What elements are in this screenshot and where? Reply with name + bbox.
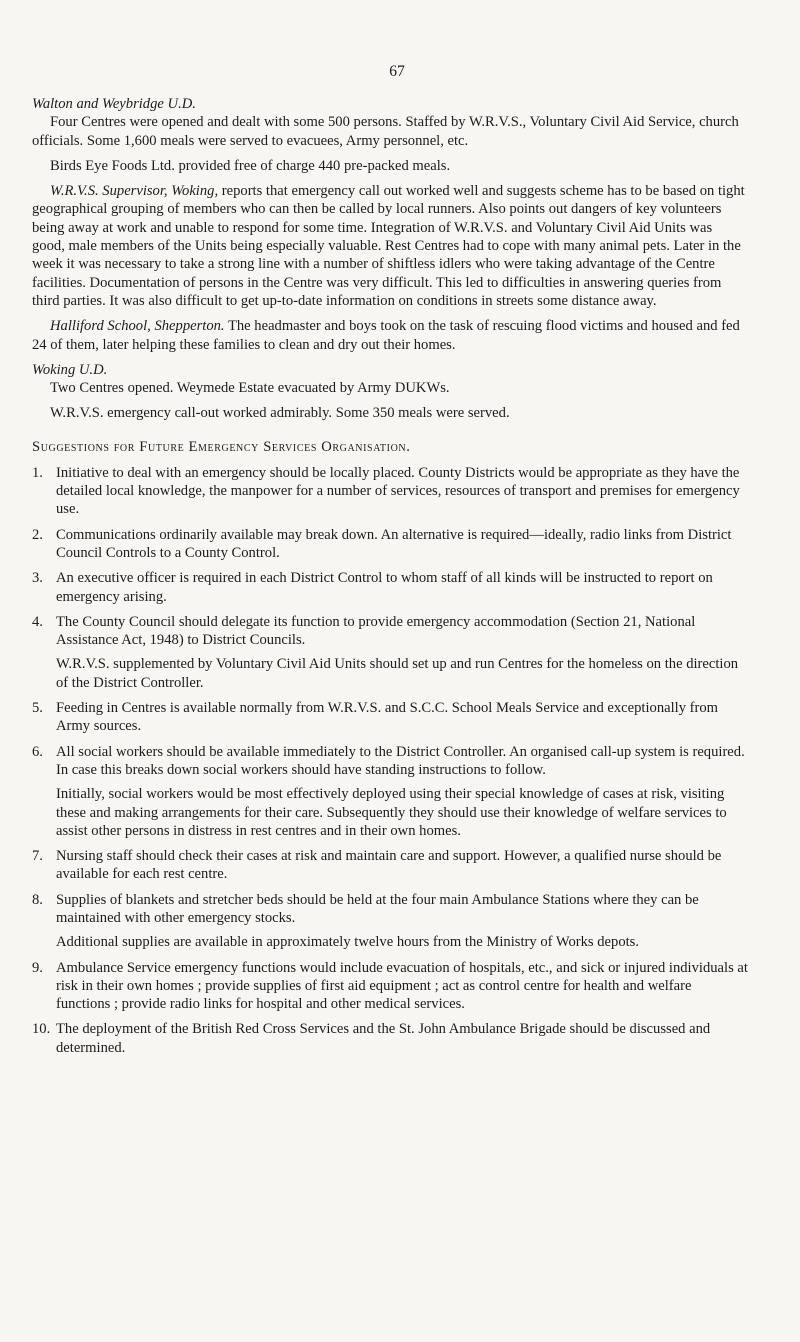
suggestion-body: [56, 891, 748, 952]
halliford-para: [32, 317, 748, 354]
suggestion-body: [56, 847, 748, 884]
suggestion-paragraph: Ambulance Service emergency functions would include evacuation of hospitals, etc., and sick or injured individuals at risk in their own homes ; provide supplies of first aid equipment ; act as control centre for health and welfare functions ; provide radio links for hospital and other medical services.: [56, 959, 748, 1013]
suggestion-paragraph: Nursing staff should check their cases at risk and maintain care and support. However, a qualified nurse should be available for each rest centre.: [56, 848, 722, 883]
suggestion-paragraph: The deployment of the British Red Cross Services and the St. John Ambulance Brigade should be discussed and determined.: [56, 1021, 711, 1056]
suggestion-body: [56, 569, 748, 606]
suggestion-body: [56, 699, 748, 736]
halliford-lead: Halliford School, Shepperton.: [50, 318, 225, 335]
suggestion-item: [32, 526, 748, 563]
suggestion-item: [32, 1020, 748, 1057]
suggestion-item: [32, 464, 748, 519]
suggestion-body: [56, 743, 748, 840]
suggestion-paragraph: Supplies of blankets and stretcher beds should be held at the four main Ambulance Stations where they can be maintained with other emergency stocks.: [56, 891, 699, 926]
suggestion-body: [56, 526, 748, 563]
suggestion-number: 3.: [32, 570, 43, 587]
suggestion-paragraph: Communications ordinarily available may break down. An alternative is required—ideally, radio links from District Council Controls to a County Control.: [56, 526, 732, 561]
suggestion-item: [32, 613, 748, 692]
wrvs-supervisor-lead: W.R.V.S. Supervisor, Woking,: [50, 183, 219, 200]
suggestion-paragraph: All social workers should be available immediately to the District Controller. An organised call-up system is required. In case this breaks down social workers should have standing instructions to follow.: [56, 743, 745, 778]
suggestion-item: [32, 569, 748, 606]
woking-heading: Woking U.D.: [32, 361, 108, 378]
walton-para-1: Four Centres were opened and dealt with some 500 persons. Staffed by W.R.V.S., Voluntary Civil Aid Service, church officials. Some 1,600 meals were served to evacuees, Army personnel, etc.: [32, 114, 739, 149]
walton-heading: Walton and Weybridge U.D.: [32, 96, 196, 112]
suggestion-item: [32, 959, 748, 1014]
suggestion-paragraph: The County Council should delegate its function to provide emergency accommodation (Section 21, National Assistance Act, 1948) to District Councils.: [56, 613, 696, 649]
walton-para-3: [32, 182, 748, 310]
suggestion-body: [56, 613, 748, 692]
suggestion-item: [32, 847, 748, 884]
suggestion-paragraph: Feeding in Centres is available normally from W.R.V.S. and S.C.C. School Meals Service and exceptionally from Army sources.: [56, 700, 719, 735]
suggestion-number: 4.: [32, 613, 43, 630]
suggestion-paragraph: W.R.V.S. supplemented by Voluntary Civil Aid Units should set up and run Centres for the homeless on the direction of the District Controller.: [56, 656, 739, 691]
suggestion-body: [56, 464, 748, 519]
suggestions-list: [32, 464, 748, 1057]
page-number: 67: [389, 63, 405, 80]
halliford-text: The headmaster and boys took on the task of rescuing flood victims and housed and fed 24 of them, later helping these families to clean and dry out their homes.: [32, 318, 740, 353]
suggestion-number: 7.: [32, 848, 43, 865]
suggestion-number: 10.: [32, 1021, 51, 1038]
wrvs-supervisor-text: reports that emergency call out worked well and suggests scheme has to be based on tight geographical grouping of members who can then be called by local runners. Also points out dangers of key volunteers being away at work and unable to respond for some time. Integration of W.R.V.S. and Voluntary Civil Aid Units was good, male members of the Units being especially valuable. Rest Centres had to cope with many animal pets. Later in the week it was necessary to take a strong line with a number of shiftless idlers who were taking advantage of the Centre facilities. Documentation of persons in the Centre was very difficult. This led to difficulties in answering queries from third parties. It was also difficult to get up-to-date information on conditions in streets some distance away.: [32, 183, 745, 309]
suggestion-number: 8.: [32, 891, 43, 908]
suggestion-body: [56, 959, 748, 1014]
woking-para-1: Two Centres opened. Weymede Estate evacuated by Army DUKWs.: [50, 380, 450, 397]
suggestion-paragraph: Initially, social workers would be most effectively deployed using their special knowledge of cases at risk, visiting these and making arrangements for their care. Subsequently they should use their knowledge of welfare services to assist other persons in distress in rest centres and in their own homes.: [56, 786, 727, 839]
walton-para-2: Birds Eye Foods Ltd. provided free of charge 440 pre-packed meals.: [50, 157, 451, 174]
suggestion-item: [32, 699, 748, 736]
suggestion-paragraph: An executive officer is required in each District Control to whom staff of all kinds will be instructed to report on emergency arising.: [56, 570, 713, 605]
suggestion-number: 2.: [32, 526, 43, 543]
suggestions-title: Suggestions for Future Emergency Services Organisation.: [32, 438, 411, 455]
woking-para-2: W.R.V.S. emergency call-out worked admirably. Some 350 meals were served.: [50, 405, 510, 422]
suggestion-number: 6.: [32, 743, 43, 760]
suggestion-paragraph: Initiative to deal with an emergency should be locally placed. County Districts would be appropriate as they have the detailed local knowledge, the manpower for a number of services, resources of transport and premises for emergency use.: [56, 464, 740, 518]
suggestion-number: 9.: [32, 959, 43, 976]
suggestion-number: 5.: [32, 700, 43, 717]
suggestion-body: [56, 1020, 748, 1057]
suggestion-number: 1.: [32, 464, 43, 481]
suggestion-paragraph: Additional supplies are available in approximately twelve hours from the Ministry of Works depots.: [56, 934, 639, 951]
suggestion-item: [32, 891, 748, 952]
suggestion-item: [32, 743, 748, 840]
